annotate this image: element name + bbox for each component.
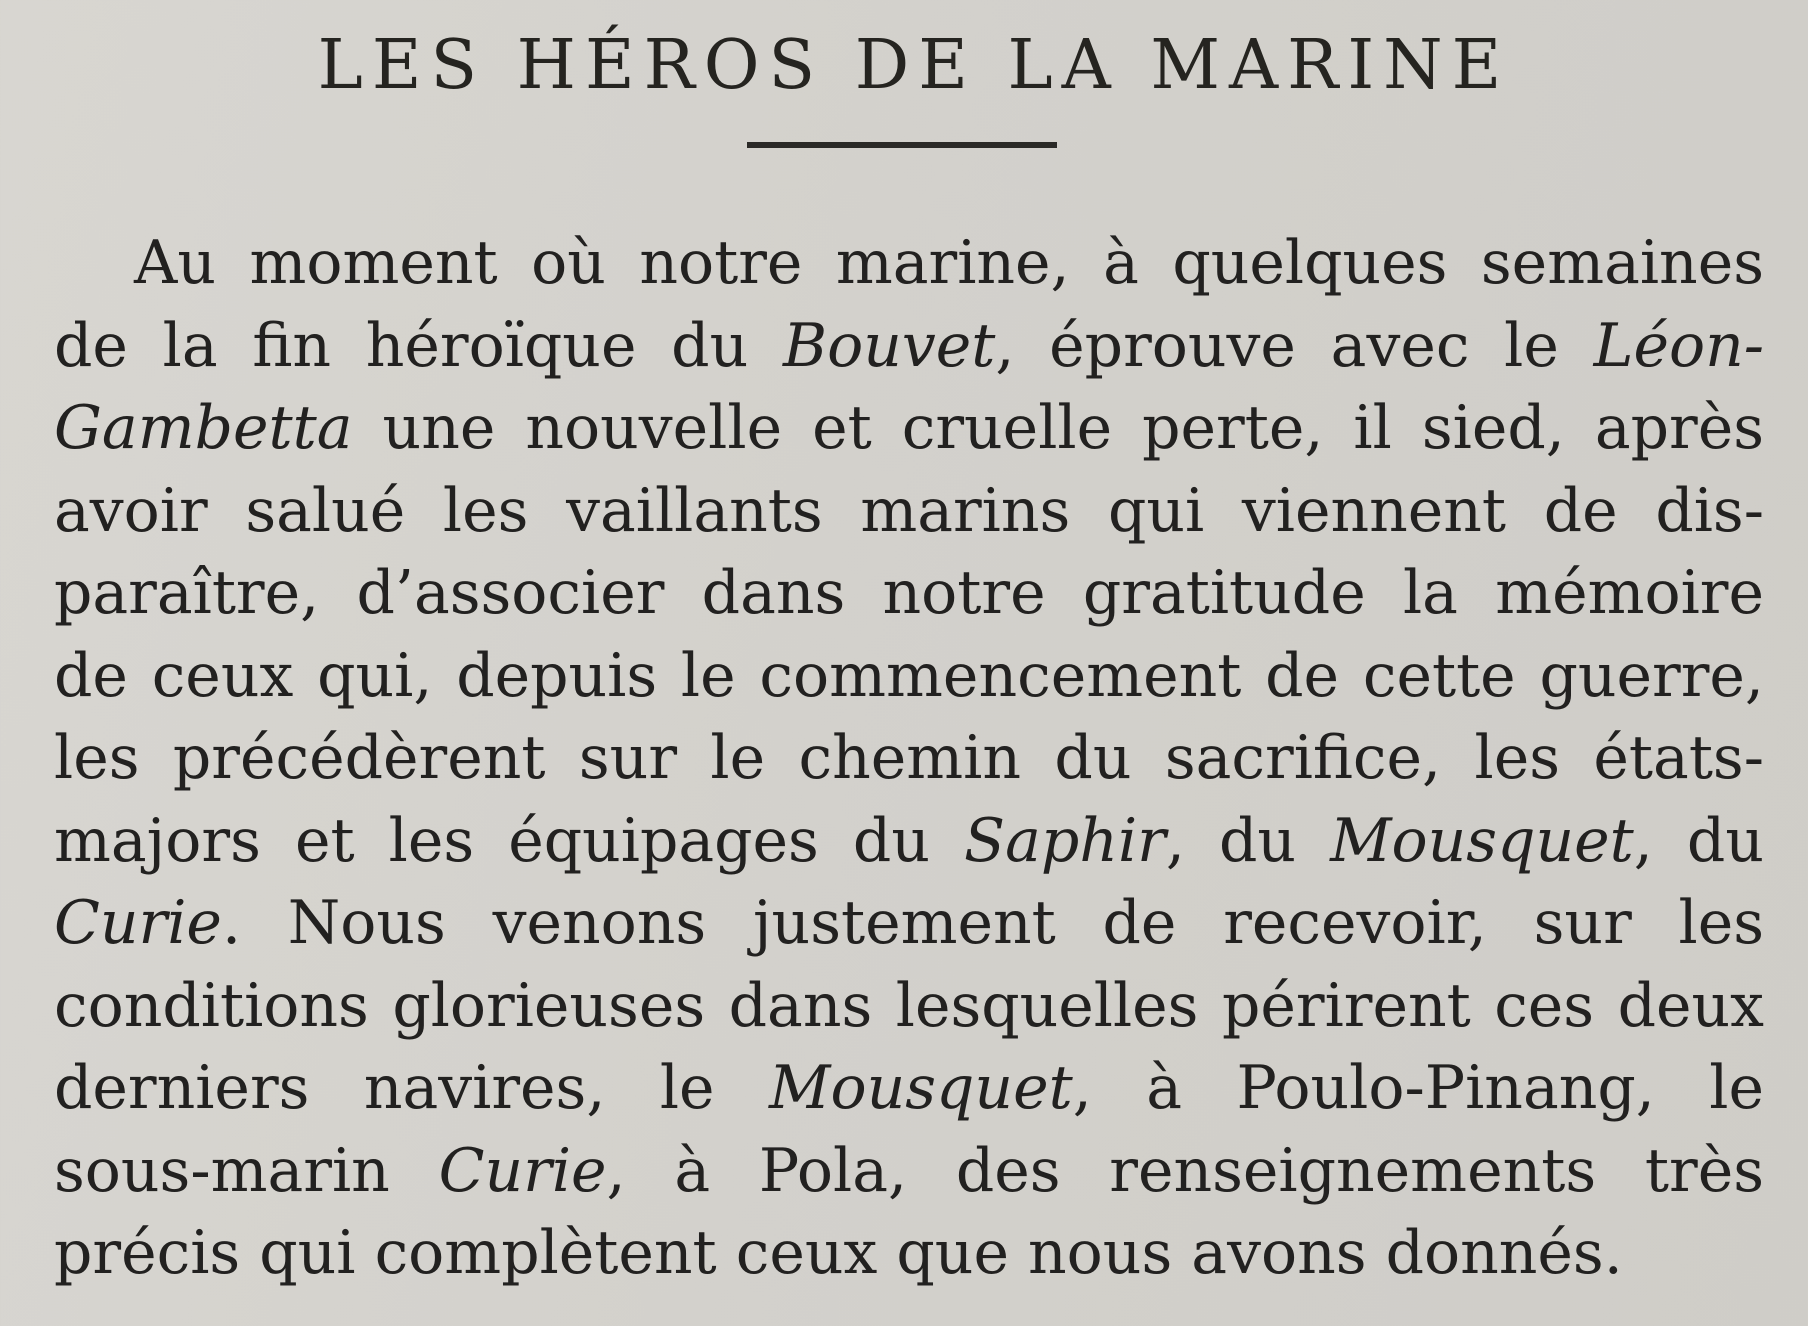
ship-name: Mousquet <box>769 1053 1073 1123</box>
text-line <box>54 305 1764 388</box>
text-run: , du <box>1165 805 1331 876</box>
text-run: , à Poulo-Pinang, le <box>1072 1053 1764 1123</box>
ship-name: Léon- <box>1593 310 1764 381</box>
text-run: majors et les équipages du <box>54 805 965 876</box>
text-run: derniers navires, le <box>54 1053 770 1123</box>
text-run: une nouvelle et cruelle perte, il sied, après <box>352 393 1764 463</box>
body-paragraph <box>54 222 1764 1295</box>
text-line <box>54 1212 1764 1295</box>
ship-name: Gambetta <box>54 393 353 463</box>
ship-name: Mousquet <box>1330 805 1634 876</box>
text-line <box>54 470 1764 553</box>
text-run: sous-marin <box>54 1135 439 1206</box>
text-run: , du <box>1633 805 1764 876</box>
text-run: précis qui complètent ceux que nous avons donnés. <box>54 1218 1623 1288</box>
text-line <box>54 717 1764 800</box>
text-line <box>54 552 1764 635</box>
text-run: de ceux qui, depuis le commencement de cette guerre, <box>54 640 1764 711</box>
text-run: paraître, d’associer dans notre gratitude la mémoire <box>54 558 1764 628</box>
heading-rule <box>747 142 1057 148</box>
page-heading: LES HÉROS DE LA MARINE <box>317 26 1511 105</box>
text-run: , à Pola, des renseignements très <box>606 1135 1764 1206</box>
text-run: Au moment où notre marine, à quelques semaines <box>134 228 1764 298</box>
ship-name: Saphir <box>964 805 1166 876</box>
text-line <box>54 635 1764 718</box>
text-line <box>54 387 1764 470</box>
text-line <box>54 965 1764 1048</box>
text-run: de la fin héroïque du <box>54 310 783 381</box>
text-line <box>54 800 1764 883</box>
text-line <box>54 1047 1764 1130</box>
text-line <box>54 882 1764 965</box>
text-line <box>54 1130 1764 1213</box>
text-run: avoir salué les vaillants marins qui viennent de dis- <box>54 475 1764 546</box>
ship-name: Bouvet <box>782 310 996 381</box>
text-line <box>54 222 1764 305</box>
text-run: , éprouve avec le <box>995 310 1594 381</box>
ship-name: Curie <box>438 1135 607 1206</box>
text-run: les précédèrent sur le chemin du sacrifice, les états- <box>54 723 1764 793</box>
text-run: conditions glorieuses dans lesquelles périrent ces deux <box>54 970 1764 1041</box>
ship-name: Curie <box>54 888 222 958</box>
text-run: . Nous venons justement de recevoir, sur les <box>221 888 1764 958</box>
